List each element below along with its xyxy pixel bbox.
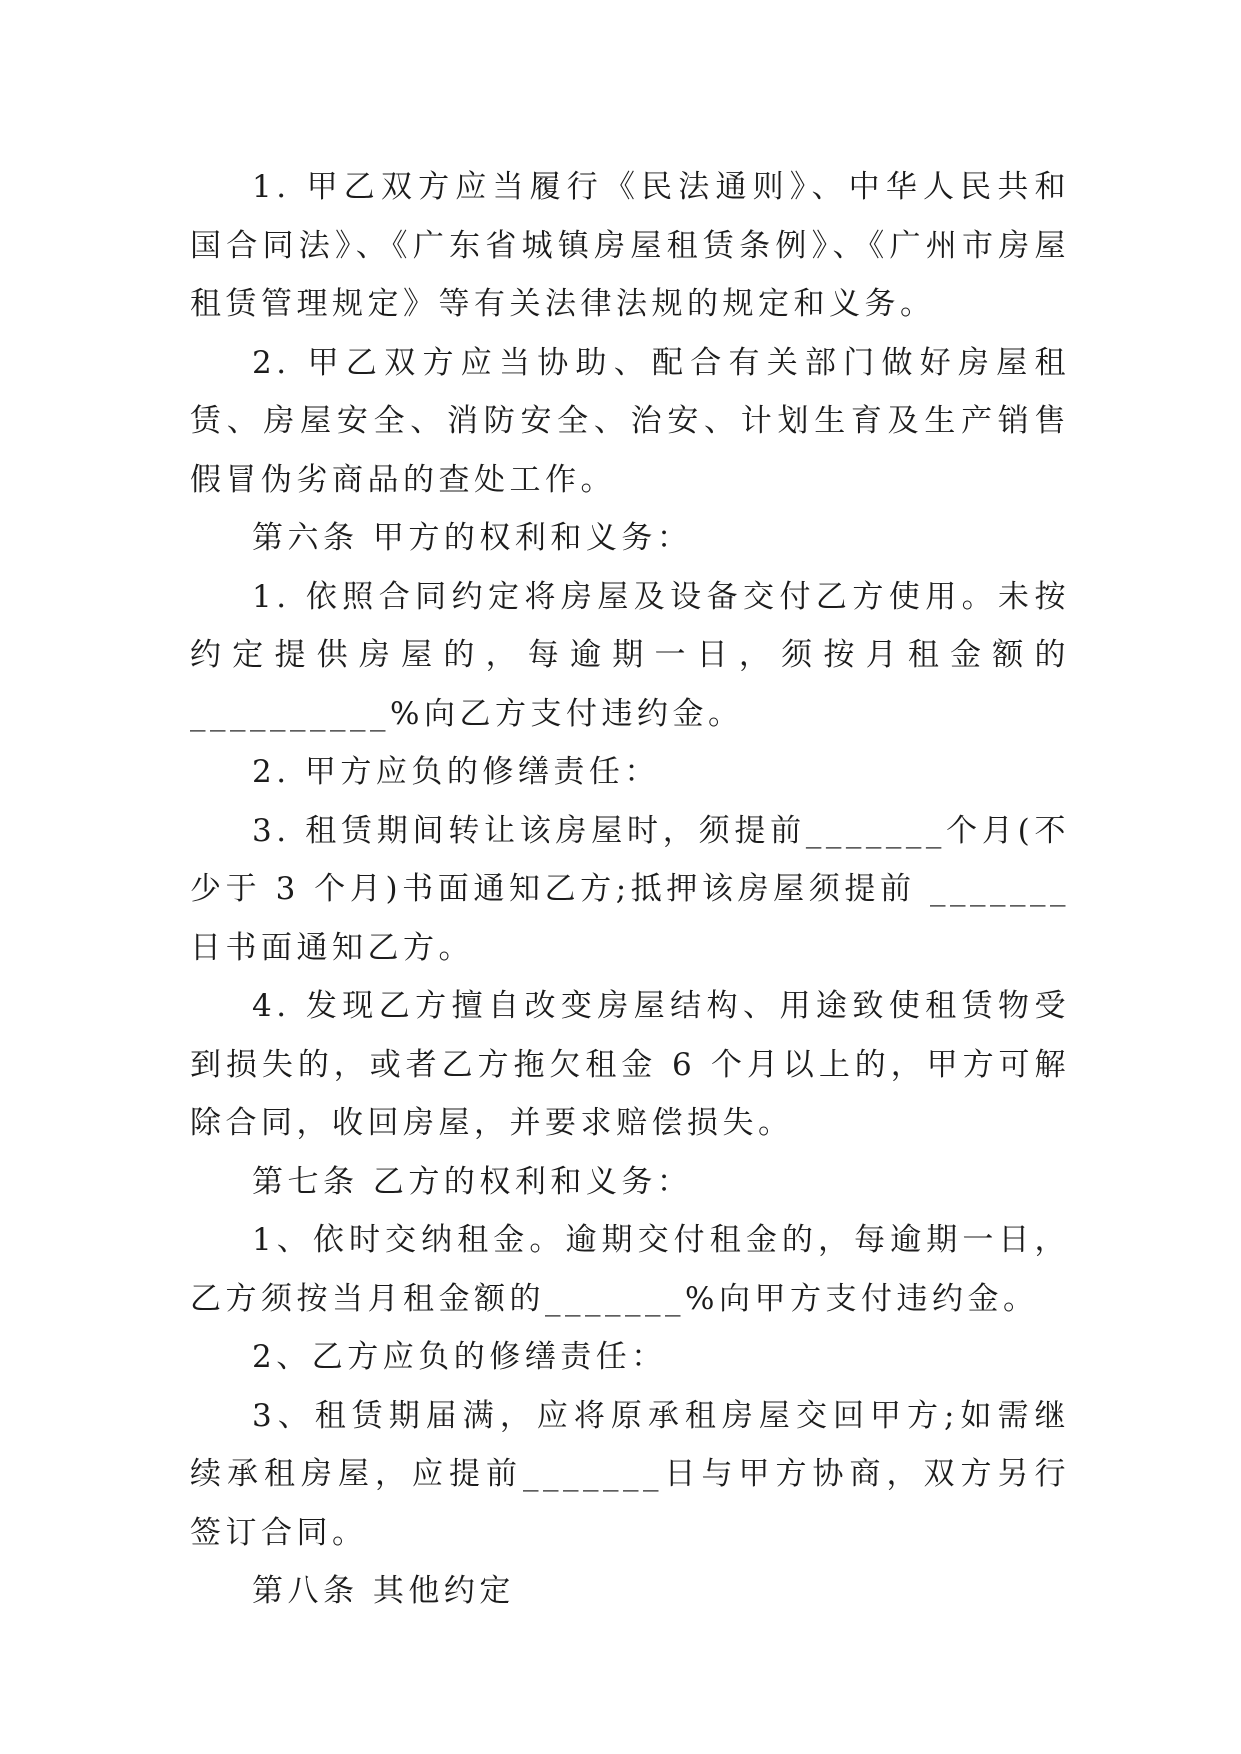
article-6-item-4: 4. 发现乙方擅自改变房屋结构、用途致使租赁物受到损失的，或者乙方拖欠租金 6 个月以上的，甲方可解除合同，收回房屋，并要求赔偿损失。 [190, 988, 1070, 1141]
article-6-item-2: 2. 甲方应负的修缮责任： [252, 754, 660, 790]
article-6-item-1: 1. 依照合同约定将房屋及设备交付乙方使用。未按约定提供房屋的，每逾期一日，须按月租金额的__________%向乙方支付违约金。 [190, 578, 1070, 732]
paragraph-obligation-1: 1. 甲乙双方应当履行《民法通则》、中华人民共和国合同法》、《广东省城镇房屋租赁条例》、《广州市房屋租赁管理规定》等有关法律法规的规定和义务。 [190, 169, 1070, 322]
article-6-item-3: 3. 租赁期间转让该房屋时，须提前_______个月(不少于 3 个月)书面通知乙方;抵押该房屋须提前 _______日书面通知乙方。 [190, 812, 1070, 966]
paragraph-obligation-2: 2. 甲乙双方应当协助、配合有关部门做好房屋租赁、房屋安全、消防安全、治安、计划生育及生产销售假冒伪劣商品的查处工作。 [190, 344, 1070, 498]
article-7-item-3: 3、租赁期届满，应将原承租房屋交回甲方;如需继续承租房屋，应提前_______日与甲方协商，双方另行签订合同。 [190, 1397, 1070, 1551]
article-8-heading: 第八条 其他约定 [252, 1573, 515, 1609]
article-7-item-2: 2、乙方应负的修缮责任： [252, 1339, 667, 1375]
article-6-heading: 第六条 甲方的权利和义务： [252, 520, 693, 556]
article-7-item-1: 1、依时交纳租金。逾期交付租金的，每逾期一日，乙方须按当月租金额的_______%向甲方支付违约金。 [190, 1222, 1070, 1317]
article-7-heading: 第七条 乙方的权利和义务： [252, 1163, 693, 1200]
document-body [190, 158, 1070, 1621]
